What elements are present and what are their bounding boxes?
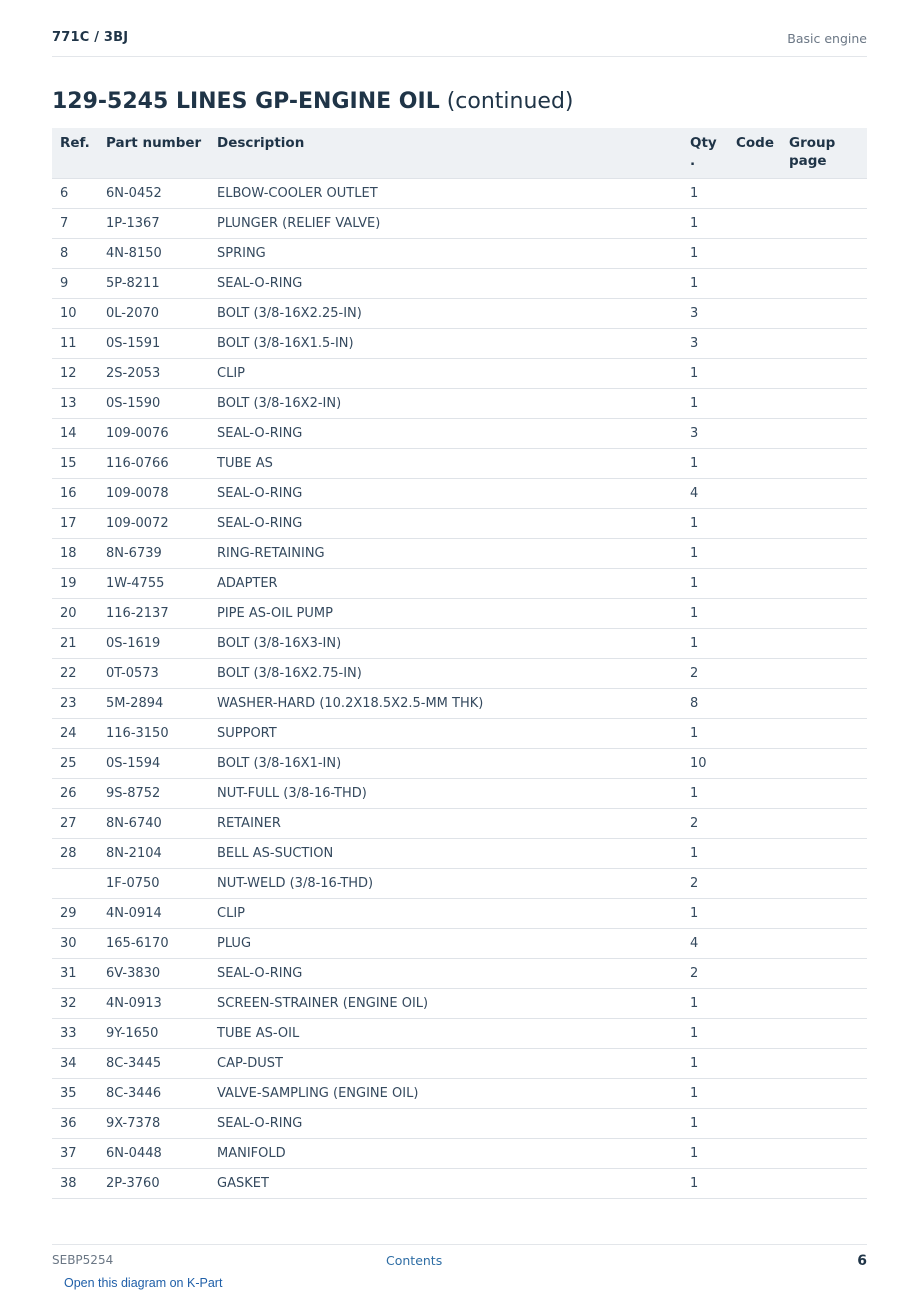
code-cell (728, 899, 781, 929)
table-row (52, 539, 867, 569)
table-row (52, 1079, 867, 1109)
table-row (52, 269, 867, 299)
ref-cell: 36 (52, 1109, 98, 1139)
part-number-cell[interactable]: 0S-1590 (98, 389, 209, 419)
description-cell: TUBE AS (209, 449, 682, 479)
description-cell: PIPE AS-OIL PUMP (209, 599, 682, 629)
table-row (52, 689, 867, 719)
group-page-cell (781, 1109, 867, 1139)
qty-cell: 10 (682, 749, 728, 779)
column-header-group-page: Group page (781, 128, 867, 179)
code-cell (728, 629, 781, 659)
part-number-cell[interactable]: 9S-8752 (98, 779, 209, 809)
group-page-cell (781, 449, 867, 479)
page-title (52, 89, 574, 114)
table-row (52, 599, 867, 629)
qty-cell: 1 (682, 239, 728, 269)
qty-cell: 1 (682, 269, 728, 299)
ref-cell: 8 (52, 239, 98, 269)
group-page-cell (781, 1049, 867, 1079)
ref-cell: 9 (52, 269, 98, 299)
ref-cell: 20 (52, 599, 98, 629)
code-cell (728, 389, 781, 419)
part-number-cell[interactable]: 6N-0452 (98, 179, 209, 209)
part-number-cell[interactable]: 6V-3830 (98, 959, 209, 989)
contents-link[interactable]: Contents (386, 1253, 443, 1268)
qty-cell: 1 (682, 989, 728, 1019)
ref-cell: 13 (52, 389, 98, 419)
description-cell: SEAL-O-RING (209, 269, 682, 299)
table-row (52, 809, 867, 839)
group-page-cell (781, 1079, 867, 1109)
table-row (52, 1019, 867, 1049)
group-page-cell (781, 1169, 867, 1199)
ref-cell: 24 (52, 719, 98, 749)
group-page-cell (781, 1139, 867, 1169)
ref-cell: 15 (52, 449, 98, 479)
group-page-cell (781, 209, 867, 239)
table-row (52, 569, 867, 599)
code-cell (728, 449, 781, 479)
qty-cell: 4 (682, 479, 728, 509)
description-cell: TUBE AS-OIL (209, 1019, 682, 1049)
qty-cell: 2 (682, 959, 728, 989)
code-cell (728, 869, 781, 899)
code-cell (728, 1049, 781, 1079)
ref-cell: 25 (52, 749, 98, 779)
qty-cell: 1 (682, 509, 728, 539)
description-cell: SEAL-O-RING (209, 1109, 682, 1139)
table-row (52, 1049, 867, 1079)
table-row (52, 989, 867, 1019)
group-page-cell (781, 899, 867, 929)
code-cell (728, 329, 781, 359)
description-cell: SEAL-O-RING (209, 509, 682, 539)
code-cell (728, 779, 781, 809)
table-row (52, 179, 867, 209)
qty-cell: 3 (682, 419, 728, 449)
group-page-cell (781, 299, 867, 329)
part-number-cell[interactable]: 109-0076 (98, 419, 209, 449)
part-number-cell[interactable]: 4N-0914 (98, 899, 209, 929)
table-row (52, 299, 867, 329)
table-row (52, 629, 867, 659)
part-number-cell[interactable]: 6N-0448 (98, 1139, 209, 1169)
part-number-cell[interactable]: 0S-1594 (98, 749, 209, 779)
description-cell: NUT-WELD (3/8-16-THD) (209, 869, 682, 899)
ref-cell: 17 (52, 509, 98, 539)
ref-cell: 34 (52, 1049, 98, 1079)
part-number-cell[interactable]: 5M-2894 (98, 689, 209, 719)
qty-cell: 1 (682, 569, 728, 599)
table-row (52, 869, 867, 899)
column-header-part-number: Part number (98, 128, 209, 179)
table-row (52, 719, 867, 749)
description-cell: SEAL-O-RING (209, 419, 682, 449)
table-row (52, 419, 867, 449)
ref-cell: 6 (52, 179, 98, 209)
code-cell (728, 209, 781, 239)
title-suffix: (continued) (446, 89, 574, 114)
table-row (52, 659, 867, 689)
page-header (52, 28, 867, 57)
qty-cell: 2 (682, 809, 728, 839)
group-page-cell (781, 929, 867, 959)
group-page-cell (781, 269, 867, 299)
code-cell (728, 1019, 781, 1049)
table-row (52, 929, 867, 959)
ref-cell: 14 (52, 419, 98, 449)
group-page-cell (781, 179, 867, 209)
table-row (52, 479, 867, 509)
part-number-cell[interactable]: 116-2137 (98, 599, 209, 629)
table-header-row (52, 128, 867, 179)
part-number-cell[interactable]: 4N-0913 (98, 989, 209, 1019)
description-cell: WASHER-HARD (10.2X18.5X2.5-MM THK) (209, 689, 682, 719)
code-cell (728, 959, 781, 989)
description-cell: CLIP (209, 899, 682, 929)
part-number-cell[interactable]: 4N-8150 (98, 239, 209, 269)
description-cell: CLIP (209, 359, 682, 389)
group-page-cell (781, 539, 867, 569)
table-row (52, 959, 867, 989)
part-number-cell[interactable]: 2P-3760 (98, 1169, 209, 1199)
part-number-cell[interactable]: 8N-2104 (98, 839, 209, 869)
qty-cell: 1 (682, 1139, 728, 1169)
ref-cell: 28 (52, 839, 98, 869)
qty-cell: 3 (682, 299, 728, 329)
table-row (52, 1109, 867, 1139)
code-cell (728, 1079, 781, 1109)
group-page-cell (781, 719, 867, 749)
part-number-cell[interactable]: 1P-1367 (98, 209, 209, 239)
table-row (52, 509, 867, 539)
part-number-cell[interactable]: 8N-6739 (98, 539, 209, 569)
description-cell: ELBOW-COOLER OUTLET (209, 179, 682, 209)
table-row (52, 899, 867, 929)
column-header-qty: Qty . (682, 128, 728, 179)
table-row (52, 329, 867, 359)
group-page-cell (781, 359, 867, 389)
page-footer (52, 1244, 867, 1275)
ref-cell: 26 (52, 779, 98, 809)
code-cell (728, 809, 781, 839)
ref-cell: 19 (52, 569, 98, 599)
part-number-cell[interactable]: 0S-1591 (98, 329, 209, 359)
group-page-cell (781, 599, 867, 629)
ref-cell: 31 (52, 959, 98, 989)
ref-cell: 22 (52, 659, 98, 689)
qty-cell: 3 (682, 329, 728, 359)
qty-cell: 8 (682, 689, 728, 719)
part-number-cell[interactable]: 116-0766 (98, 449, 209, 479)
page-number: 6 (857, 1253, 867, 1269)
group-page-cell (781, 839, 867, 869)
description-cell: BOLT (3/8-16X2-IN) (209, 389, 682, 419)
code-cell (728, 539, 781, 569)
group-page-cell (781, 869, 867, 899)
qty-cell: 1 (682, 899, 728, 929)
part-number-cell[interactable]: 1F-0750 (98, 869, 209, 899)
ref-cell: 18 (52, 539, 98, 569)
code-cell (728, 1109, 781, 1139)
description-cell: PLUG (209, 929, 682, 959)
description-cell: SPRING (209, 239, 682, 269)
part-number-cell[interactable]: 2S-2053 (98, 359, 209, 389)
ref-cell: 38 (52, 1169, 98, 1199)
code-cell (728, 239, 781, 269)
qty-cell: 1 (682, 719, 728, 749)
code-cell (728, 599, 781, 629)
qty-cell: 1 (682, 1079, 728, 1109)
parts-table (52, 128, 867, 1199)
group-page-cell (781, 629, 867, 659)
group-page-cell (781, 419, 867, 449)
qty-cell: 1 (682, 779, 728, 809)
qty-cell: 1 (682, 449, 728, 479)
qty-cell: 2 (682, 869, 728, 899)
ref-cell: 35 (52, 1079, 98, 1109)
description-cell: BELL AS-SUCTION (209, 839, 682, 869)
description-cell: RING-RETAINING (209, 539, 682, 569)
qty-cell: 1 (682, 839, 728, 869)
code-cell (728, 179, 781, 209)
ref-cell: 10 (52, 299, 98, 329)
code-cell (728, 839, 781, 869)
part-number-cell[interactable]: 0L-2070 (98, 299, 209, 329)
part-number-cell[interactable]: 9X-7378 (98, 1109, 209, 1139)
ref-cell: 32 (52, 989, 98, 1019)
group-page-cell (781, 959, 867, 989)
ref-cell: 37 (52, 1139, 98, 1169)
part-number-cell[interactable]: 9Y-1650 (98, 1019, 209, 1049)
code-cell (728, 1139, 781, 1169)
ref-cell: 30 (52, 929, 98, 959)
table-row (52, 1139, 867, 1169)
group-page-cell (781, 809, 867, 839)
code-cell (728, 749, 781, 779)
column-header-ref: Ref. (52, 128, 98, 179)
code-cell (728, 989, 781, 1019)
ref-cell: 29 (52, 899, 98, 929)
group-page-cell (781, 509, 867, 539)
code-cell (728, 479, 781, 509)
code-cell (728, 1169, 781, 1199)
description-cell: BOLT (3/8-16X1-IN) (209, 749, 682, 779)
parts-table-body (52, 179, 867, 1199)
code-cell (728, 299, 781, 329)
description-cell: SUPPORT (209, 719, 682, 749)
table-row (52, 779, 867, 809)
qty-cell: 2 (682, 659, 728, 689)
section-label: Basic engine (787, 31, 867, 46)
description-cell: BOLT (3/8-16X1.5-IN) (209, 329, 682, 359)
ref-cell: 27 (52, 809, 98, 839)
code-cell (728, 719, 781, 749)
group-title: 129-5245 LINES GP-ENGINE OIL (52, 89, 440, 114)
group-page-cell (781, 569, 867, 599)
group-page-cell (781, 479, 867, 509)
part-number-cell[interactable]: 0T-0573 (98, 659, 209, 689)
table-row (52, 209, 867, 239)
ref-cell: 12 (52, 359, 98, 389)
ref-cell (52, 869, 98, 899)
qty-cell: 1 (682, 1019, 728, 1049)
table-row (52, 389, 867, 419)
description-cell: VALVE-SAMPLING (ENGINE OIL) (209, 1079, 682, 1109)
ref-cell: 11 (52, 329, 98, 359)
group-page-cell (781, 389, 867, 419)
code-cell (728, 359, 781, 389)
part-number-cell[interactable]: 1W-4755 (98, 569, 209, 599)
code-cell (728, 269, 781, 299)
description-cell: RETAINER (209, 809, 682, 839)
qty-cell: 1 (682, 539, 728, 569)
part-number-cell[interactable]: 0S-1619 (98, 629, 209, 659)
table-row (52, 359, 867, 389)
code-cell (728, 569, 781, 599)
ref-cell: 21 (52, 629, 98, 659)
qty-cell: 1 (682, 179, 728, 209)
description-cell: SCREEN-STRAINER (ENGINE OIL) (209, 989, 682, 1019)
table-row (52, 449, 867, 479)
table-row (52, 839, 867, 869)
qty-cell: 1 (682, 1109, 728, 1139)
description-cell: PLUNGER (RELIEF VALVE) (209, 209, 682, 239)
table-row (52, 239, 867, 269)
group-page-cell (781, 239, 867, 269)
ref-cell: 33 (52, 1019, 98, 1049)
part-number-cell[interactable]: 116-3150 (98, 719, 209, 749)
document-id: SEBP5254 (52, 1253, 114, 1267)
part-number-cell[interactable]: 8C-3446 (98, 1079, 209, 1109)
qty-cell: 4 (682, 929, 728, 959)
qty-cell: 1 (682, 599, 728, 629)
code-cell (728, 419, 781, 449)
column-header-code: Code (728, 128, 781, 179)
table-row (52, 1169, 867, 1199)
qty-cell: 1 (682, 209, 728, 239)
code-cell (728, 929, 781, 959)
group-page-cell (781, 779, 867, 809)
model-label: 771C / 3BJ (52, 30, 129, 45)
description-cell: GASKET (209, 1169, 682, 1199)
part-number-cell[interactable]: 109-0078 (98, 479, 209, 509)
code-cell (728, 509, 781, 539)
group-page-cell (781, 659, 867, 689)
qty-cell: 1 (682, 1169, 728, 1199)
ref-cell: 16 (52, 479, 98, 509)
qty-cell: 1 (682, 629, 728, 659)
part-number-cell[interactable]: 165-6170 (98, 929, 209, 959)
part-number-cell[interactable]: 8N-6740 (98, 809, 209, 839)
part-number-cell[interactable]: 109-0072 (98, 509, 209, 539)
description-cell: BOLT (3/8-16X3-IN) (209, 629, 682, 659)
qty-cell: 1 (682, 359, 728, 389)
description-cell: ADAPTER (209, 569, 682, 599)
group-page-cell (781, 689, 867, 719)
description-cell: BOLT (3/8-16X2.75-IN) (209, 659, 682, 689)
code-cell (728, 689, 781, 719)
group-page-cell (781, 749, 867, 779)
table-row (52, 749, 867, 779)
part-number-cell[interactable]: 5P-8211 (98, 269, 209, 299)
ref-cell: 23 (52, 689, 98, 719)
description-cell: CAP-DUST (209, 1049, 682, 1079)
description-cell: SEAL-O-RING (209, 479, 682, 509)
group-page-cell (781, 989, 867, 1019)
qty-cell: 1 (682, 389, 728, 419)
description-cell: BOLT (3/8-16X2.25-IN) (209, 299, 682, 329)
ref-cell: 7 (52, 209, 98, 239)
group-page-cell (781, 329, 867, 359)
description-cell: SEAL-O-RING (209, 959, 682, 989)
kpart-link[interactable]: Open this diagram on K-Part (64, 1276, 223, 1290)
qty-cell: 1 (682, 1049, 728, 1079)
code-cell (728, 659, 781, 689)
column-header-description: Description (209, 128, 682, 179)
description-cell: MANIFOLD (209, 1139, 682, 1169)
part-number-cell[interactable]: 8C-3445 (98, 1049, 209, 1079)
group-page-cell (781, 1019, 867, 1049)
description-cell: NUT-FULL (3/8-16-THD) (209, 779, 682, 809)
